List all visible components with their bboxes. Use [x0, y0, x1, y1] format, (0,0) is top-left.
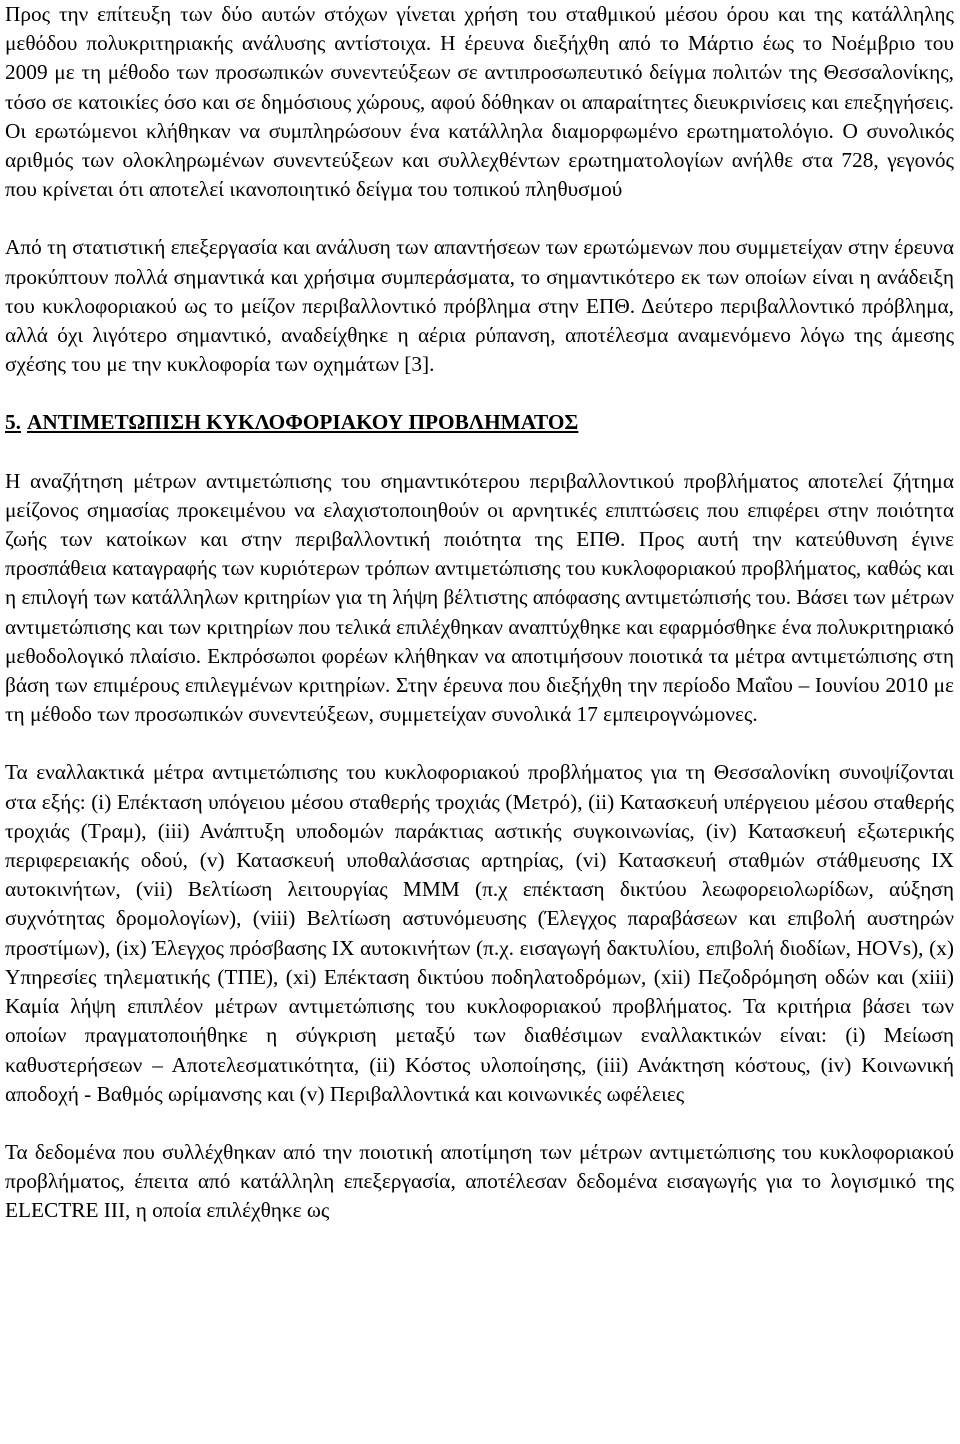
paragraph-survey-method: Προς την επίτευξη των δύο αυτών στόχων γίνεται χρήση του σταθμικού μέσου όρου και της κατάλληλης μεθόδου πολυκριτηριακής ανάλυσης αντίστοιχα. Η έρευνα διεξήχθη από το Μάρτιο έως το Νοέμβριο του 2009 με τη μέθοδο των προσωπικών συνεντεύξεων σε αντιπροσωπευτικό δείγμα πολιτών της Θεσσαλονίκης, τόσο σε κατοικίες όσο και σε δημόσιους χώρους, αφού δόθηκαν οι απαραίτητες διευκρινίσεις και επεξηγήσεις. Οι ερωτώμενοι κλήθηκαν να συμπληρώσουν ένα κατάλληλα διαμορφωμένο ερωτηματολόγιο. Ο συνολικός αριθμός των ολοκληρωμένων συνεντεύξεων και συλλεχθέντων ερωτηματολογίων ανήλθε στα 728, γεγονός που κρίνεται ότι αποτελεί ικανοποιητικό δείγμα του τοπικού πληθυσμού — [5, 2, 954, 202]
paragraph-gap — [5, 438, 954, 467]
paragraph-survey-results: Από τη στατιστική επεξεργασία και ανάλυση των απαντήσεων των ερωτώμενων που συμμετείχαν στην έρευνα προκύπτουν πολλά σημαντικά και χρήσιμα συμπεράσματα, το σημαντικότερο εκ των οποίων είναι η ανάδειξη του κυκλοφοριακού ως το μείζον περιβαλλοντικό πρόβλημα στην ΕΠΘ. Δεύτερο περιβαλλοντικό πρόβλημα, αλλά όχι λιγότερο σημαντικό, αναδείχθηκε η αέρια ρύπανση, αποτέλεσμα αναμενόμενο λόγω της άμεσης σχέσης του με την κυκλοφορία των οχημάτων [3]. — [5, 235, 954, 377]
document-page — [5, 0, 954, 1226]
section-title: ΑΝΤΙΜΕΤΩΠΙΣΗ ΚΥΚΛΟΦΟΡΙΑΚΟΥ ΠΡΟΒΛΗΜΑΤΟΣ — [26, 410, 579, 435]
paragraph-measures-intro: Η αναζήτηση μέτρων αντιμετώπισης του σημαντικότερου περιβαλλοντικού προβλήματος αποτελεί ζήτημα μείζονος σημασίας προκειμένου να ελαχιστοποιηθούν οι αρνητικές επιπτώσεις που επιφέρει στην ποιότητα ζωής των κατοίκων και στην περιβαλλοντική ποιότητα της ΕΠΘ. Προς αυτή την κατεύθυνση έγινε προσπάθεια καταγραφής των κυριότερων τρόπων αντιμετώπισης του κυκλοφοριακού προβλήματος, καθώς και η επιλογή των κατάλληλων κριτηρίων για τη λήψη βέλτιστης απόφασης αντιμετώπισής του. Βάσει των μέτρων αντιμετώπισης και των κριτηρίων που τελικά επιλέχθηκαν αναπτύχθηκε και εφαρμόσθηκε ένα πολυκριτηριακό μεθοδολογικό πλαίσιο. Εκπρόσωποι φορέων κλήθηκαν να αποτιμήσουν ποιοτικά τα μέτρα αντιμετώπισης στη βάση των επιμέρους επιλεγμένων κριτηρίων. Στην έρευνα που διεξήχθη την περίοδο Μαΐου – Ιουνίου 2010 με τη μέθοδο των προσωπικών συνεντεύξεων, συμμετείχαν συνολικά 17 εμπειρογνώμονες. — [5, 468, 954, 727]
paragraph-gap — [5, 204, 954, 233]
section-heading — [5, 408, 954, 437]
paragraph-gap — [5, 379, 954, 408]
paragraph-alternatives-criteria: Τα εναλλακτικά μέτρα αντιμετώπισης του κυκλοφοριακού προβλήματος για τη Θεσσαλονίκη συνοψίζονται στα εξής: (i) Επέκταση υπόγειου μέσου σταθερής τροχιάς (Μετρό), (ii) Κατασκευή υπέργειου μέσου σταθερής τροχιάς (Τραμ), (iii) Ανάπτυξη υποδομών παράκτιας αστικής συγκοινωνίας, (iv) Κατασκευή εξωτερικής περιφερειακής οδού, (v) Κατασκευή υποθαλάσσιας αρτηρίας, (vi) Κατασκευή σταθμών στάθμευσης ΙΧ αυτοκινήτων, (vii) Βελτίωση λειτουργίας ΜΜΜ (π.χ επέκταση δικτύου λεωφορειολωρίδων, αύξηση συχνότητας δρομολογίων), (viii) Βελτίωση αστυνόμευσης (Έλεγχος παραβάσεων και επιβολή αυστηρών προστίμων), (ix) Έλεγχος πρόσβασης ΙΧ αυτοκινήτων (π.χ. εισαγωγή δακτυλίου, επιβολή διοδίων, HOVs), (x) Υπηρεσίες τηλεματικής (ΤΠΕ), (xi) Επέκταση δικτύου ποδηλατοδρόμων, (xii) Πεζοδρόμηση οδών και (xiii) Καμία λήψη επιπλέον μέτρων αντιμετώπισης του κυκλοφοριακού προβλήματος. Τα κριτήρια βάσει των οποίων πραγματοποιήθηκε η σύγκριση μεταξύ των διαθέσιμων εναλλακτικών είναι: (i) Μείωση καθυστερήσεων – Αποτελεσματικότητα, (ii) Κόστος υλοποίησης, (iii) Ανάκτηση κόστους, (iv) Κοινωνική αποδοχή - Βαθμός ωρίμανσης και (v) Περιβαλλοντικά και κοινωνικές ωφέλειες — [5, 760, 954, 1106]
paragraph-gap — [5, 729, 954, 758]
paragraph-electre-input: Τα δεδομένα που συλλέχθηκαν από την ποιοτική αποτίμηση των μέτρων αντιμετώπισης του κυκλοφοριακού προβλήματος, έπειτα από κατάλληλη επεξεργασία, αποτέλεσαν δεδομένα εισαγωγής για το λογισμικό της ELECTRE III, η οποία επιλέχθηκε ως — [5, 1139, 954, 1223]
paragraph-gap — [5, 1109, 954, 1138]
section-number: 5. — [5, 410, 21, 435]
